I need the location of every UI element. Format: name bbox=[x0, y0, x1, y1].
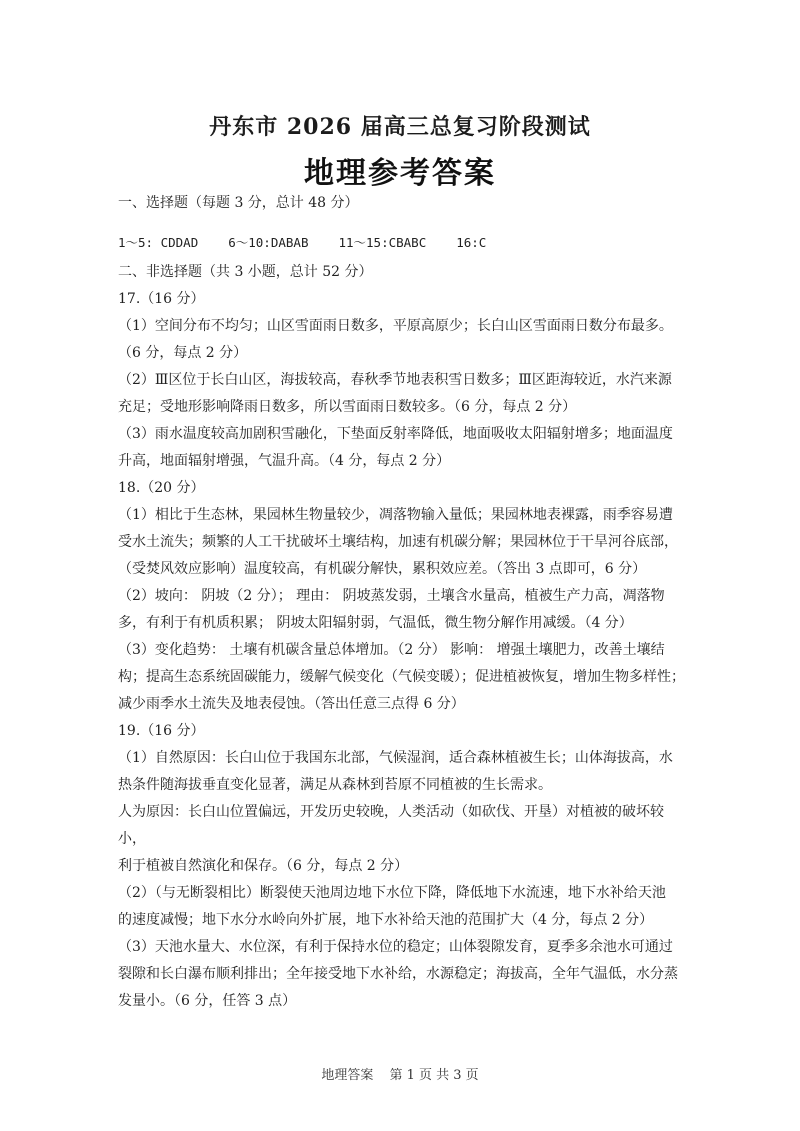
answer-content bbox=[118, 190, 688, 1015]
q18-answer-line: （3）变化趋势： 土壤有机碳含量总体增加。（2 分） 影响： 增强土壤肥力，改善土壤结 bbox=[118, 642, 665, 658]
q17-answer-line: 充足；受地形影响降雨日数多，所以雪面雨日数较多。（6 分，每点 2 分） bbox=[118, 399, 577, 415]
q19-answer-line: 热条件随海拔垂直变化显著，满足从森林到苔原不同植被的生长需求。 bbox=[118, 777, 552, 793]
q19-answer-line: 利于植被自然演化和保存。（6 分，每点 2 分） bbox=[118, 858, 409, 874]
section1-heading: 一、选择题（每题 3 分，总计 48 分） bbox=[118, 195, 359, 211]
q19-answer-line: （3）天池水量大、水位深，有利于保持水位的稳定；山体裂隙发育，夏季多余池水可通过 bbox=[118, 939, 673, 955]
question-19-label: 19.（16 分） bbox=[118, 723, 205, 739]
answer-group: 6～10:DABAB bbox=[228, 235, 309, 250]
q19-answer-line: 发量小。（6 分，任答 3 点） bbox=[118, 993, 297, 1009]
answer-group: 1～5: CDDAD bbox=[118, 235, 199, 250]
q18-answer-line: 受水土流失；频繁的人工干扰破坏土壤结构，加速有机碳分解；果园林位于干旱河谷底部， bbox=[118, 534, 678, 550]
q19-answer-line: （2）（与无断裂相比）断裂使天池周边地下水位下降，降低地下水流速，地下水补给天池 bbox=[118, 885, 666, 901]
q19-answer-line: （1）自然原因：长白山位于我国东北部，气候湿润，适合森林植被生长；山体海拔高，水 bbox=[118, 750, 673, 766]
q19-answer-line: 裂隙和长白瀑布顺利排出；全年接受地下水补给，水源稳定；海拔高，全年气温低，水分蒸 bbox=[118, 966, 678, 982]
q18-answer-line: （受焚风效应影响）温度较高，有机碳分解快，累积效应差。（答出 3 点即可，6 分） bbox=[118, 561, 647, 577]
q17-answer-line: （2）Ⅲ区位于长白山区，海拔较高，春秋季节地表积雪日数多；Ⅲ区距海较近，水汽来源 bbox=[118, 372, 672, 388]
question-18-label: 18.（20 分） bbox=[118, 480, 205, 496]
footer-page-number: 第 1 页 共 3 页 bbox=[389, 1068, 479, 1083]
answer-group: 16:C bbox=[456, 235, 487, 250]
q18-answer-line: （2）坡向： 阴坡（2 分）； 理由： 阴坡蒸发弱，土壤含水量高，植被生产力高，凋落物 bbox=[118, 588, 665, 604]
q18-answer-line: 多，有利于有机质积累； 阴坡太阳辐射弱，气温低，微生物分解作用减缓。（4 分） bbox=[118, 615, 633, 631]
q17-answer-line: （1）空间分布不均匀；山区雪面雨日数多，平原高原少；长白山区雪面雨日数分布最多。 bbox=[118, 318, 673, 334]
q19-answer-line: 的速度减慢；地下水分水岭向外扩展，地下水补给天池的范围扩大（4 分，每点 2 分） bbox=[118, 912, 654, 928]
q17-answer-line: （6 分，每点 2 分） bbox=[118, 345, 248, 361]
section2-heading: 二、非选择题（共 3 小题，总计 52 分） bbox=[118, 264, 373, 280]
question-17-label: 17.（16 分） bbox=[118, 291, 205, 307]
answer-group: 11～15:CBABC bbox=[338, 235, 427, 250]
answer-key-title: 地理参考答案 bbox=[304, 156, 496, 191]
q18-answer-line: 构；提高生态系统固碳能力，缓解气候变化（气候变暖）；促进植被恢复，增加生物多样性； bbox=[118, 669, 685, 685]
q17-answer-line: （3）雨水温度较高加剧积雪融化，下垫面反射率降低，地面吸收太阳辐射增多；地面温度 bbox=[118, 426, 673, 442]
page-footer bbox=[0, 1064, 800, 1083]
footer-subject: 地理答案 bbox=[321, 1068, 374, 1083]
q18-answer-line: 减少雨季水土流失及地表侵蚀。（答出任意三点得 6 分） bbox=[118, 696, 465, 712]
exam-title: 丹东市 2026 届高三总复习阶段测试 bbox=[209, 114, 591, 140]
multiple-choice-answers bbox=[118, 229, 688, 256]
q17-answer-line: 升高，地面辐射增强，气温升高。（4 分，每点 2 分） bbox=[118, 453, 451, 469]
q19-answer-line: 人为原因：长白山位置偏远，开发历史较晚，人类活动（如砍伐、开垦）对植被的破坏较小， bbox=[118, 804, 664, 847]
q18-answer-line: （1）相比于生态林，果园林生物量较少，凋落物输入量低；果园林地表裸露，雨季容易遭 bbox=[118, 507, 673, 523]
